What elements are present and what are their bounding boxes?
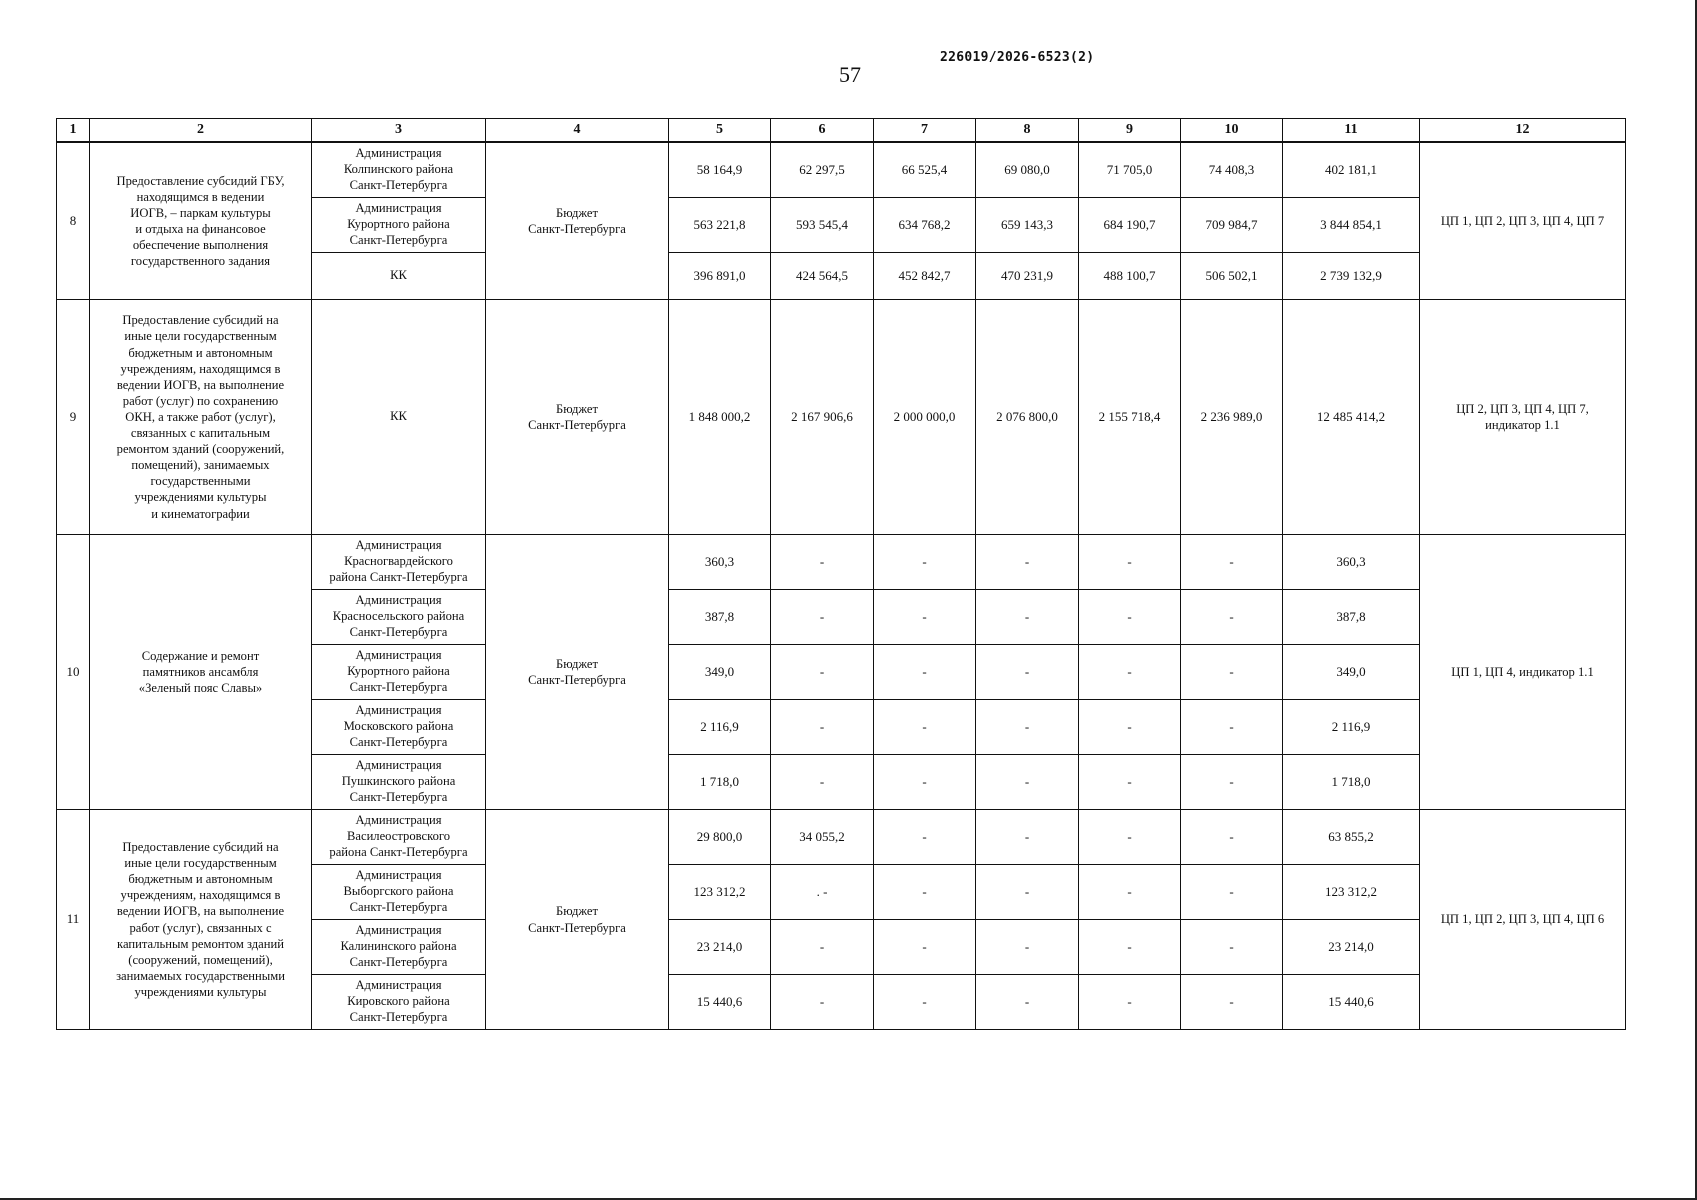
value-cell: 452 842,7 [874,253,976,300]
funding-source-cell: Бюджет Санкт-Петербурга [486,300,669,535]
value-cell: 2 116,9 [669,700,771,755]
value-cell: - [976,590,1079,645]
total-cell: 360,3 [1283,535,1420,590]
value-cell: - [976,975,1079,1030]
value-cell: 23 214,0 [669,920,771,975]
table-row [57,142,1626,198]
page-number: 57 [839,62,861,87]
value-cell: - [874,590,976,645]
value-cell: 34 055,2 [771,810,874,865]
value-cell: - [771,700,874,755]
total-cell: 3 844 854,1 [1283,198,1420,253]
total-cell: 349,0 [1283,645,1420,700]
value-cell: - [1181,755,1283,810]
executor-cell: Администрация Василеостровского района Санкт-Петербурга [312,810,486,865]
executor-cell: Администрация Красносельского района Санкт-Петербурга [312,590,486,645]
value-cell: 69 080,0 [976,142,1079,198]
funding-source-cell: Бюджет Санкт-Петербурга [486,535,669,810]
value-cell: - [976,645,1079,700]
value-cell: - [976,920,1079,975]
column-header: 5 [669,119,771,143]
total-cell: 23 214,0 [1283,920,1420,975]
value-cell: - [1181,535,1283,590]
value-cell: - [771,590,874,645]
value-cell: - [874,865,976,920]
total-cell: 2 116,9 [1283,700,1420,755]
column-number-row [57,119,1626,143]
value-cell: - [1181,645,1283,700]
executor-cell: Администрация Пушкинского района Санкт-Петербурга [312,755,486,810]
column-header: 10 [1181,119,1283,143]
value-cell: 360,3 [669,535,771,590]
row-number: 10 [57,535,90,810]
value-cell: . - [771,865,874,920]
value-cell: - [976,810,1079,865]
value-cell: - [1181,700,1283,755]
value-cell: 15 440,6 [669,975,771,1030]
value-cell: - [874,810,976,865]
value-cell: 71 705,0 [1079,142,1181,198]
value-cell: 349,0 [669,645,771,700]
value-cell: 396 891,0 [669,253,771,300]
value-cell: - [874,535,976,590]
total-cell: 1 718,0 [1283,755,1420,810]
indicators-cell: ЦП 1, ЦП 4, индикатор 1.1 [1420,535,1626,810]
value-cell: - [1181,920,1283,975]
budget-table [56,118,1626,1030]
measure-cell: Предоставление субсидий на иные цели государственным бюджетным и автономным учреждениям, находящимся в ведении ИОГВ, на выполнение работ (услуг), связанных с капитальным ремонтом зданий (сооружений, помещений), занимаемых государственными учреждениями культуры [90,810,312,1030]
value-cell: - [1079,645,1181,700]
value-cell: - [874,755,976,810]
value-cell: - [874,645,976,700]
column-header: 8 [976,119,1079,143]
column-header: 6 [771,119,874,143]
column-header: 3 [312,119,486,143]
executor-cell: КК [312,253,486,300]
value-cell: 1 718,0 [669,755,771,810]
document-id: 226019/2026-6523(2) [940,50,1095,65]
value-cell: - [771,535,874,590]
value-cell: 506 502,1 [1181,253,1283,300]
column-header: 7 [874,119,976,143]
value-cell: - [1079,535,1181,590]
column-header: 2 [90,119,312,143]
value-cell: 634 768,2 [874,198,976,253]
value-cell: 2 000 000,0 [874,300,976,535]
row-number: 8 [57,142,90,300]
measure-cell: Предоставление субсидий ГБУ, находящимся в ведении ИОГВ, – паркам культуры и отдыха на финансовое обеспечение выполнения государственного задания [90,142,312,300]
value-cell: 74 408,3 [1181,142,1283,198]
indicators-cell: ЦП 1, ЦП 2, ЦП 3, ЦП 4, ЦП 6 [1420,810,1626,1030]
value-cell: 1 848 000,2 [669,300,771,535]
value-cell: - [1181,590,1283,645]
indicators-cell: ЦП 2, ЦП 3, ЦП 4, ЦП 7, индикатор 1.1 [1420,300,1626,535]
value-cell: - [1181,810,1283,865]
value-cell: 62 297,5 [771,142,874,198]
value-cell: 684 190,7 [1079,198,1181,253]
executor-cell: Администрация Курортного района Санкт-Петербурга [312,198,486,253]
executor-cell: КК [312,300,486,535]
value-cell: - [976,755,1079,810]
value-cell: - [874,975,976,1030]
value-cell: - [1079,590,1181,645]
value-cell: 659 143,3 [976,198,1079,253]
total-cell: 402 181,1 [1283,142,1420,198]
value-cell: 58 164,9 [669,142,771,198]
executor-cell: Администрация Красногвардейского района Санкт-Петербурга [312,535,486,590]
column-header: 9 [1079,119,1181,143]
value-cell: 593 545,4 [771,198,874,253]
total-cell: 2 739 132,9 [1283,253,1420,300]
value-cell: 488 100,7 [1079,253,1181,300]
table-row [57,300,1626,535]
value-cell: 470 231,9 [976,253,1079,300]
column-header: 12 [1420,119,1626,143]
total-cell: 123 312,2 [1283,865,1420,920]
value-cell: 29 800,0 [669,810,771,865]
value-cell: - [1079,810,1181,865]
column-header: 11 [1283,119,1420,143]
indicators-cell: ЦП 1, ЦП 2, ЦП 3, ЦП 4, ЦП 7 [1420,142,1626,300]
value-cell: - [1079,920,1181,975]
value-cell: - [1079,975,1181,1030]
measure-cell: Содержание и ремонт памятников ансамбля «Зеленый пояс Славы» [90,535,312,810]
executor-cell: Администрация Калининского района Санкт-Петербурга [312,920,486,975]
value-cell: 123 312,2 [669,865,771,920]
measure-cell: Предоставление субсидий на иные цели государственным бюджетным и автономным учреждениям, находящимся в ведении ИОГВ, на выполнение работ (услуг) по сохранению ОКН, а также работ (услуг), связанных с капитальным ремонтом зданий (сооружений, помещений), занимаемых государственными учреждениями культуры и кинематографии [90,300,312,535]
value-cell: 2 236 989,0 [1181,300,1283,535]
value-cell: - [874,700,976,755]
value-cell: 2 167 906,6 [771,300,874,535]
funding-source-cell: Бюджет Санкт-Петербурга [486,810,669,1030]
value-cell: 424 564,5 [771,253,874,300]
value-cell: - [771,920,874,975]
value-cell: - [771,975,874,1030]
executor-cell: Администрация Колпинского района Санкт-Петербурга [312,142,486,198]
value-cell: - [976,865,1079,920]
executor-cell: Администрация Курортного района Санкт-Петербурга [312,645,486,700]
executor-cell: Администрация Кировского района Санкт-Петербурга [312,975,486,1030]
value-cell: - [771,755,874,810]
value-cell: - [874,920,976,975]
value-cell: - [1181,865,1283,920]
table-row [57,810,1626,865]
executor-cell: Администрация Московского района Санкт-Петербурга [312,700,486,755]
value-cell: - [1079,700,1181,755]
total-cell: 387,8 [1283,590,1420,645]
value-cell: 66 525,4 [874,142,976,198]
executor-cell: Администрация Выборгского района Санкт-Петербурга [312,865,486,920]
total-cell: 15 440,6 [1283,975,1420,1030]
value-cell: 563 221,8 [669,198,771,253]
value-cell: - [1079,755,1181,810]
total-cell: 63 855,2 [1283,810,1420,865]
funding-source-cell: Бюджет Санкт-Петербурга [486,142,669,300]
value-cell: - [1181,975,1283,1030]
value-cell: 2 076 800,0 [976,300,1079,535]
value-cell: 709 984,7 [1181,198,1283,253]
value-cell: - [976,700,1079,755]
row-number: 11 [57,810,90,1030]
total-cell: 12 485 414,2 [1283,300,1420,535]
value-cell: - [976,535,1079,590]
value-cell: - [1079,865,1181,920]
value-cell: 387,8 [669,590,771,645]
row-number: 9 [57,300,90,535]
column-header: 1 [57,119,90,143]
value-cell: 2 155 718,4 [1079,300,1181,535]
table-row [57,535,1626,590]
column-header: 4 [486,119,669,143]
value-cell: - [771,645,874,700]
